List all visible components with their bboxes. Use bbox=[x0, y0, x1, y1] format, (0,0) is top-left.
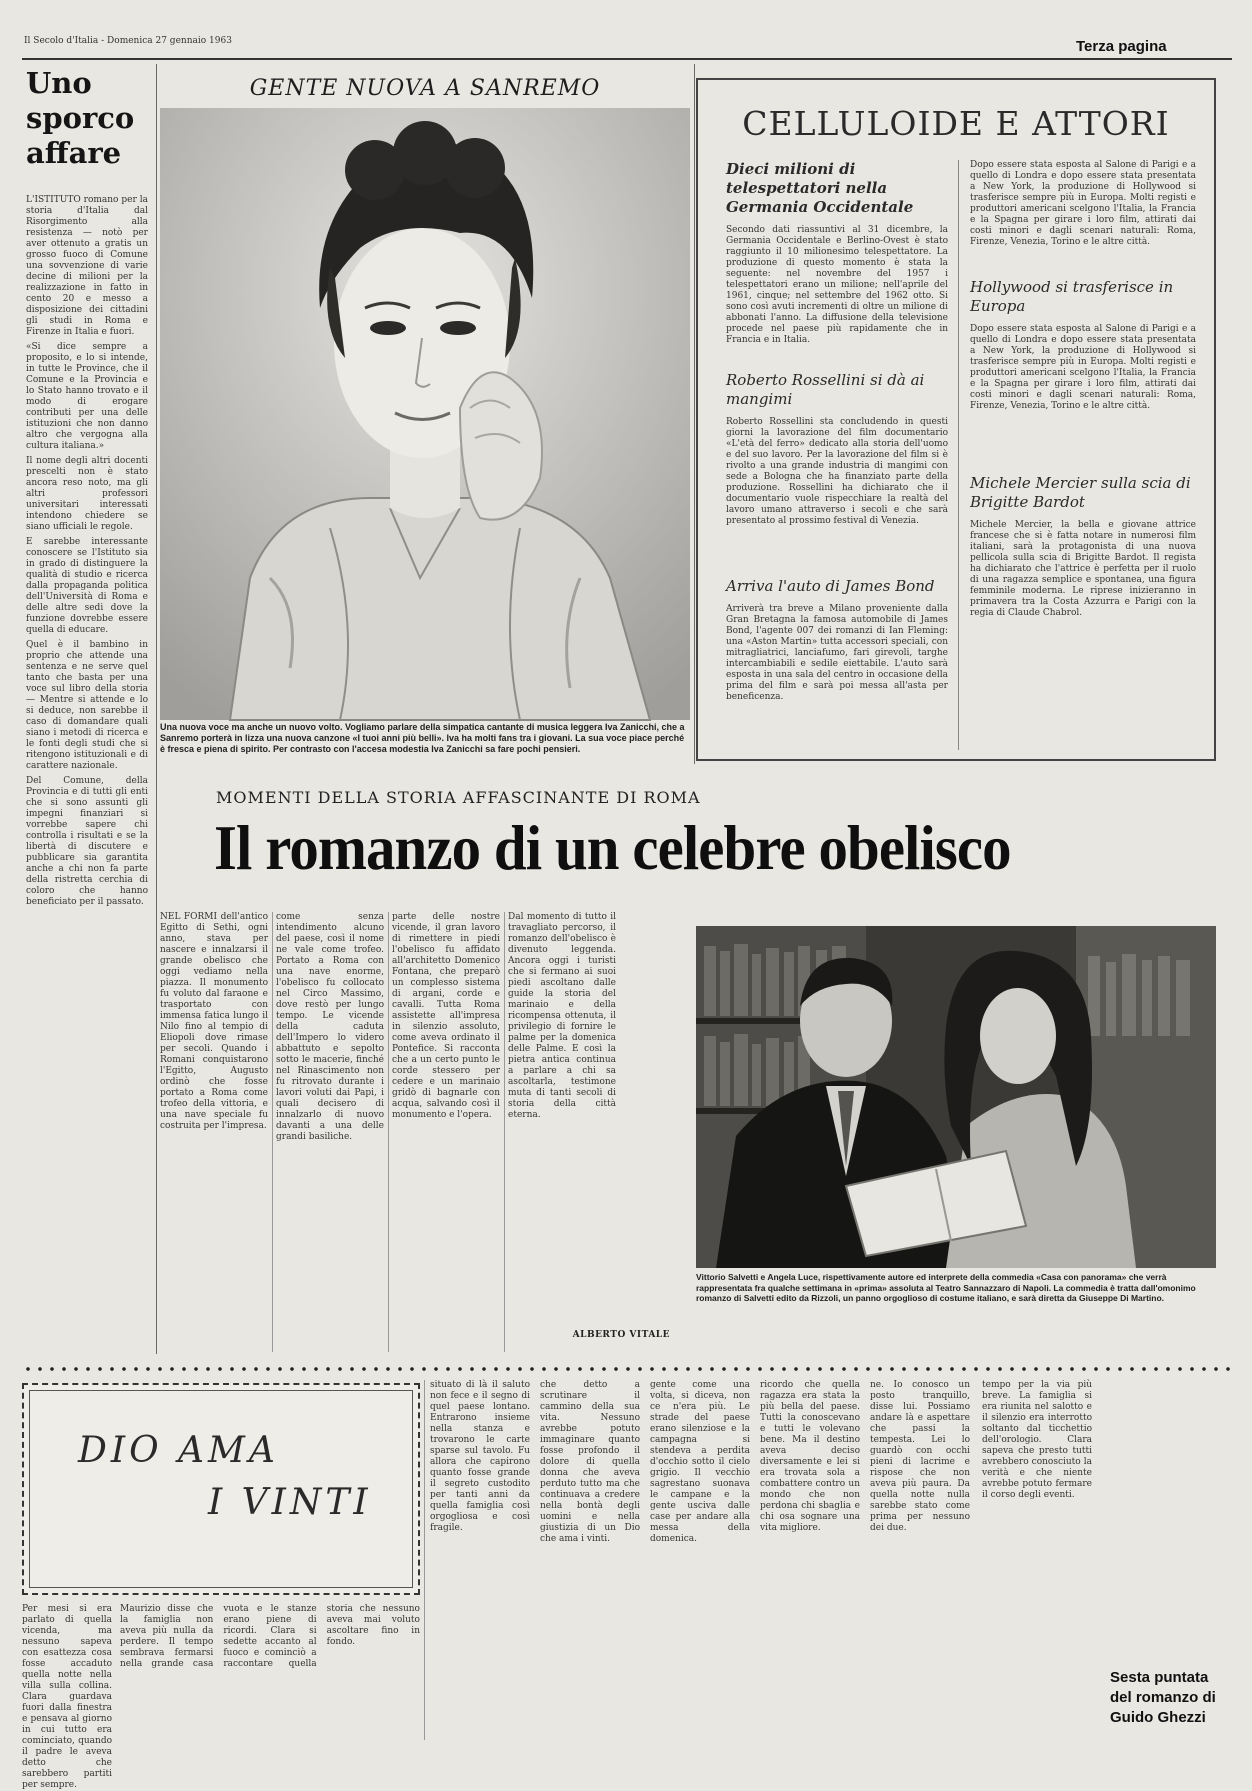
left-paragraph: E sarebbe interessante conoscere se l'Istituto sia in grado di distinguere la qualità di studio e ricerca dalla propaganda politica dell'Università di Roma e delle altre sedi dove la funzione dovrebbe essere quella di educare. bbox=[26, 537, 148, 635]
portrait-illustration bbox=[160, 108, 690, 720]
obelisco-rule bbox=[388, 912, 389, 1352]
left-title-line: Uno bbox=[26, 66, 92, 100]
left-paragraph: «Si dice sempre a proposito, e lo si intende, in tutte le Province, che il Comune e la Provincia e lo Stato hanno trovato e il modo di erogare contributi per una delle istituzioni che non danno altro che vergogna alla cultura italiana.» bbox=[26, 342, 148, 451]
left-title-line: affare bbox=[26, 136, 122, 170]
section-body-hollywood-intro: Dopo essere stata esposta al Salone di Parigi e a quello di Londra e dopo essere stata presentata a New York, la produzione di Hollywood si trasferisce sempre più in Europa. Molti registi e produttori americani scelgono l'Italia, la Francia e la Spagna per girare i loro film, attirati dai costi minori e dagli scenari naturali: Roma, Firenze, Venezia, Torino e le altre città. bbox=[970, 160, 1196, 247]
section-title-hollywood: Hollywood si trasferisce in Europa bbox=[970, 278, 1174, 315]
left-title-line: sporco bbox=[26, 101, 135, 135]
header-right: Terza pagina bbox=[1076, 38, 1167, 55]
left-paragraph: Il nome degli altri docenti prescelti non è stato ancora reso noto, ma gli altri professori universitari interessati intendono chiedere se siano ufficiali le regole. bbox=[26, 456, 148, 532]
dio-ama-col4: che detto a scrutinare il cammino della sua vita. Nessuno avrebbe potuto immaginare quanto fosse profondo il dolore di quella donna che aveva perduto tutto ma che continuava a credere nella bontà degli uomini e nella giustizia di un Dio che ama i vinti. bbox=[540, 1380, 640, 1544]
celluloide-inner-rule bbox=[958, 160, 959, 750]
sanremo-portrait-photo bbox=[160, 108, 690, 720]
dotted-separator bbox=[22, 1366, 1232, 1372]
section-body-rossellini: Roberto Rossellini sta concludendo in questi giorni la lavorazione del film documentario «L'età del ferro» dedicato alla storia dell'uomo e del suo lavoro. Per la lavorazione del film si è rivolto a una grande industria di mangimi con sede a Bologna che ha finanziato parte della produzione. Rossellini ha dichiarato che il documentario vuole rispecchiare la realtà del lavoro umano attraverso i secoli e che sarà presentato al prossimo festival di Venezia. bbox=[726, 417, 948, 526]
obelisco-col3: parte delle nostre vicende, il gran lavoro di rimettere in piedi l'obelisco fu affidato all'architetto Domenico Fontana, che preparò un complesso sistema di argani, corde e cavalli. Tutta Roma assistette all'impresa in silenzio assoluto, come aveva ordinato il Pontefice. Si racconta che a un certo punto le corde stessero per cedere e un marinaio gridò di bagnarle con acqua, salvando così il monumento e l'opera. bbox=[392, 912, 500, 1120]
celluloide-title: CELLULOIDE E ATTORI bbox=[742, 104, 1170, 143]
theatre-photo-caption: Vittorio Salvetti e Angela Luce, rispettivamente autore ed interprete della commedia «Casa con panorama» che verrà rappresentata fra qualche settimana in «prima» assoluta al Teatro Sannazzaro di Napoli. La commedia è tratta dall'omonimo romanzo di Salvetti edito da Rizzoli, un panno orgoglioso di costume italiano, e sarà diretta da Giuseppe Di Martino. bbox=[696, 1272, 1196, 1303]
dio-ama-col3: situato di là il saluto non fece e il segno di quel paese lontano. Entrarono insieme nella stanza e trovarono le carte sparse sul tavolo. Fu allora che capirono quanto fosse grande il segreto custodito per tanti anni da quella famiglia così orgogliosa e così fragile. bbox=[430, 1380, 530, 1533]
section-title-telespettatori: Dieci milioni di telespettatori nella Germania Occidentale bbox=[726, 160, 914, 216]
section-title-bond: Arriva l'auto di James Bond bbox=[726, 577, 935, 595]
obelisco-col1: NEL FORMI dell'antico Egitto di Sethi, ogni anno, stava per nascere e innalzarsi il grande obelisco che oggi vediamo nella piazza. Il monumento fu voluto dal faraone e trasportato con immensa fatica lungo il Nilo fino al tempio di Eliopoli dove rimase per secoli. Quando i Romani conquistarono l'Egitto, Augusto ordinò che fosse portato a Roma come trofeo della vittoria, e una nave speciale fu costruita per l'impresa. bbox=[160, 912, 268, 1131]
theatre-illustration bbox=[696, 926, 1216, 1268]
header-left: Il Secolo d'Italia - Domenica 27 gennaio 1963 bbox=[24, 36, 232, 46]
section-body-bond: Arriverà tra breve a Milano proveniente dalla Gran Bretagna la famosa automobile di James Bond, l'agente 007 dei romanzi di Ian Fleming: una «Aston Martin» tutta accessori speciali, con mitragliatrici, lanciafumo, fari girevoli, targhe intercambiabili e sedile eiettabile. L'auto sarà esposta in una sala del centro in occasione della prima del film e sarà poi messa all'asta per beneficenza. bbox=[726, 604, 948, 702]
section-body-telespettatori: Secondo dati riassuntivi al 31 dicembre, la Germania Occidentale e Berlino-Ovest è stato raggiunto il 10 milionesimo telespettatore. La produzione di questo momento è stata la seguente: nel novembre del 1957 i telespettatori erano un milione; nell'aprile del 1961, cinque; nel settembre del 1962 otto. Si sono così avuti incrementi di oltre un milione di abbonati l'anno. La diffusione della televisione procede nel paese più rapidamente che in Francia e in Italia. bbox=[726, 225, 948, 345]
dio-ama-title-line2: I VINTI bbox=[208, 1482, 372, 1523]
dio-ama-col8: tempo per la via più breve. La famiglia si era riunita nel salotto e il silenzio era interrotto soltanto dal ticchettio dell'orologio. Clara sapeva che presto tutti avrebbero conosciuto la verità e che niente avrebbe potuto fermare il corso degli eventi. bbox=[982, 1380, 1092, 1500]
dio-ama-rule bbox=[424, 1380, 425, 1740]
section-body-mercier: Michele Mercier, la bella e giovane attrice francese che si è fatta notare in numerosi film italiani, sarà la protagonista di una nuova pellicola sulla scia di Brigitte Bardot. Il regista ha dichiarato che l'attrice è perfetta per il ruolo di una ragazza semplice e spontanea, una figura femminile moderna. Le riprese inizieranno in primavera tra la Costa Azzurra e Parigi con la regia di Claude Chabrol. bbox=[970, 520, 1196, 618]
obelisco-col4: Dal momento di tutto il travagliato percorso, il romanzo dell'obelisco è divenuto leggenda. Ancora oggi i turisti che si fermano ai suoi piedi ascoltano dalle guide la storia del marinaio e della ricompensa ottenuta, il privilegio di fornire le palme per la domenica delle Palme. E così la pietra antica continua a parlare a chi sa ascoltarla, testimone muta di tanti secoli di storia della città eterna. bbox=[508, 912, 616, 1120]
center-column-rule bbox=[694, 64, 695, 764]
dio-ama-puntata: Sesta puntata del romanzo di Guido Ghezzi bbox=[1110, 1669, 1216, 1726]
dio-ama-title-line1: DIO AMA bbox=[78, 1430, 279, 1471]
obelisco-kicker: MOMENTI DELLA STORIA AFFASCINANTE DI ROMA bbox=[216, 788, 701, 807]
dio-ama-col2: Maurizio disse che la famiglia non aveva più nulla da perdere. Il tempo sembrava fermarsi nella grande casa vuota e le stanze erano piene di ricordi. Clara si sedette accanto al fuoco e cominciò a raccontare quella storia che nessuno aveva mai voluto ascoltare fino in fondo. bbox=[120, 1604, 420, 1669]
dio-ama-col6: ricordo che quella ragazza era stata la più bella del paese. Tutti la conoscevano e tutti le volevano bene. Ma il destino aveva deciso diversamente e lei si era trovata sola a combattere contro un mondo che non perdona chi sbaglia e chi osa sognare una vita migliore. bbox=[760, 1380, 860, 1533]
obelisco-rule bbox=[272, 912, 273, 1352]
section-title-rossellini: Roberto Rossellini si dà ai mangimi bbox=[726, 371, 925, 408]
dio-ama-col1: Per mesi si era parlato di quella vicenda, ma nessuno sapeva con esattezza cosa fosse accaduto quella notte nella villa sulla collina. Clara guardava fuori dalla finestra e pensava al giorno in cui tutto era cominciato, quando il padre le aveva detto che sarebbero partiti per sempre. bbox=[22, 1604, 112, 1790]
left-article-body bbox=[26, 195, 148, 1350]
celluloide-col1 bbox=[726, 160, 948, 756]
sanremo-caption: Una nuova voce ma anche un nuovo volto. Vogliamo parlare della simpatica cantante di musica leggera Iva Zanicchi, che a Sanremo porterà in lizza una nuova canzone «I tuoi anni più belli». Iva ha molti fans tra i giovani. La sua voce piace perché è fresca e piena di spirito. Per contrasto con l'accesa modestia Iva Zanicchi sa fare pochi pensieri. bbox=[160, 722, 685, 754]
sanremo-title: GENTE NUOVA A SANREMO bbox=[249, 76, 601, 101]
dio-ama-col5: gente come una volta, si diceva, non ce n'era più. Le strade del paese erano silenziose e la campagna si stendeva a perdita d'occhio sotto il cielo grigio. Il vecchio sagrestano suonava le campane e la gente usciva dalle case per andare alla messa della domenica. bbox=[650, 1380, 750, 1544]
obelisco-col2: come senza intendimento alcuno del paese, così il nome ne vale come trofeo. Portato a Roma con una nave enorme, l'obelisco fu collocato nel Circo Massimo, dove restò per lungo tempo. Le vicende della caduta dell'Impero lo videro abbattuto e sepolto sotto le macerie, finché nel Rinascimento non fu ritrovato durante i lavori voluti dai Papi, i quali decisero di innalzarlo di nuovo davanti a una delle grandi basiliche. bbox=[276, 912, 384, 1142]
theatre-photo bbox=[696, 926, 1216, 1268]
left-paragraph: Del Comune, della Provincia e di tutti gli enti che si sono assunti gli impegni finanziari si vorrebbe sapere chi controlla i risultati e se la libertà di discutere e pubblicare sia garantita anche a chi non fa parte della ristretta cerchia di coloro che hanno beneficiato per il passato. bbox=[26, 776, 148, 907]
left-article-title bbox=[26, 66, 146, 171]
left-paragraph: L'ISTITUTO romano per la storia d'Italia dal Risorgimento alla resistenza — notò per aver ottenuto a gratis un grosso fuoco di Comune una sovvenzione di varie decine di milioni per la realizzazione in fatto in cento 20 e messo a disposizione dei cittadini gli studi in Roma e Firenze in Italia e fuori. bbox=[26, 195, 148, 337]
celluloide-col2 bbox=[970, 160, 1196, 756]
dio-ama-col7: ne. Io conosco un posto tranquillo, disse lui. Possiamo andare là e aspettare che passi la tempesta. Lei lo guardò con occhi pieni di lacrime e rispose che non aveva più paura. Da quella notte nulla sarebbe stato come prima per nessuno dei due. bbox=[870, 1380, 970, 1533]
left-column-rule bbox=[156, 64, 157, 1354]
obelisco-rule bbox=[504, 912, 505, 1352]
header-rule bbox=[22, 58, 1232, 60]
section-body-hollywood: Dopo essere stata esposta al Salone di Parigi e a quello di Londra e dopo essere stata presentata a New York, la produzione di Hollywood si trasferisce sempre più in Europa. Molti registi e produttori americani scelgono l'Italia, la Francia e la Spagna per girare i loro film, attirati dai costi minori e dagli scenari naturali: Roma, Firenze, Venezia, Torino e le altre città. bbox=[970, 324, 1196, 411]
obelisco-byline: ALBERTO VITALE bbox=[572, 1330, 670, 1340]
left-paragraph: Quel è il bambino in proprio che attende una sentenza e ne serve quel tanto che basta per una voce sul libro della storia — Mentre si attende e lo si deduce, non sarebbe il caso di domandare quali siano i metodi di ricerca e le fonti degli studi che si ritengono istituzionali e di carattere nazionale. bbox=[26, 640, 148, 771]
obelisco-title: Il romanzo di un celebre obelisco bbox=[214, 812, 1011, 883]
section-title-mercier: Michele Mercier sulla scia di Brigitte Bardot bbox=[970, 474, 1191, 511]
